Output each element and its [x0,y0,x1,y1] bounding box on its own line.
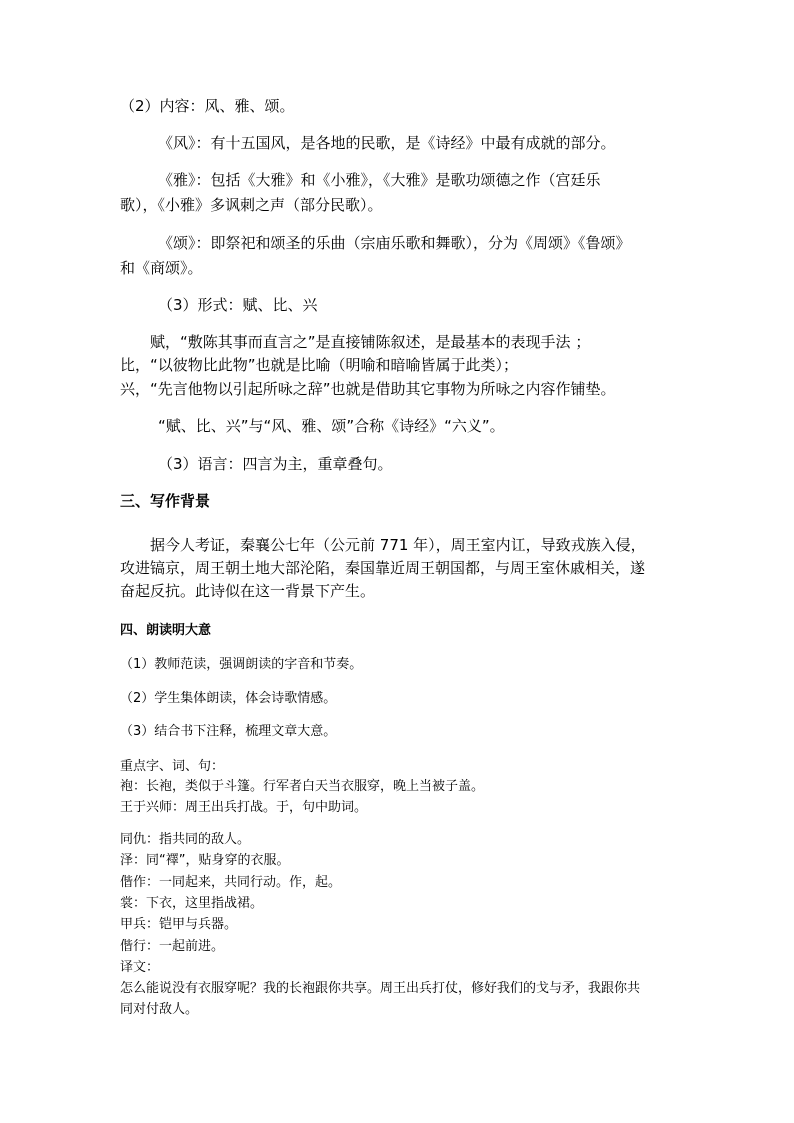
six-meanings: “赋、比、兴”与“风、雅、颂”合称《诗经》“六义”。 [158,417,505,435]
form-bi: 比，“以彼物比此物”也就是比喻（明喻和暗喻皆属于此类）； [120,356,519,374]
glossary-jiabing: 甲兵：铠甲与兵器。 [120,917,238,932]
background-line-3: 奋起反抗。此诗似在这一背景下产生。 [120,582,376,600]
glossary-pao: 袍：长袍，类似于斗篷。行军者白天当衣服穿，晚上当被子盖。 [120,779,485,794]
background-heading: 三、写作背景 [120,492,211,510]
section-content-title: （2）内容：风、雅、颂。 [120,97,295,115]
ya-paragraph-line-1: 《雅》：包括《大雅》和《小雅》，《大雅》是歌功颂德之作（宫廷乐 [158,171,601,189]
reading-step-3: （3）结合书下注释，梳理文章大意。 [120,724,337,739]
reading-step-2: （2）学生集体朗读，体会诗歌情感。 [120,691,337,706]
language-title: （3）语言：四言为主，重章叠句。 [158,455,393,473]
translation-line-2: 同对付敌人。 [120,1002,199,1017]
translation-label: 译文： [120,960,160,975]
reading-heading: 四、朗读明大意 [120,623,212,638]
glossary-tongqiu: 同仇：指共同的敌人。 [120,832,251,847]
song-paragraph-line-2: 和《商颂》。 [120,259,203,277]
background-line-2: 攻进镐京，周王朝土地大部沦陷，秦国靠近周王朝国都，与周王室休戚相关，遂 [120,559,646,577]
translation-line-1: 怎么能说没有衣服穿呢？我的长袍跟你共享。周王出兵打仗，修好我们的戈与矛，我跟你共 [120,981,641,996]
song-paragraph-line-1: 《颂》：即祭祀和颂圣的乐曲（宗庙乐歌和舞歌），分为《周颂》《鲁颂》 [158,234,631,252]
form-xing: 兴，“先言他物以引起所咏之辞”也就是借助其它事物为所咏之内容作铺垫。 [120,380,616,398]
form-fu: 赋，“敷陈其事而直言之”是直接铺陈叙述，是最基本的表现手法 ； [150,333,591,351]
ya-paragraph-line-2: 歌），《小雅》多讽刺之声（部分民歌）。 [120,196,383,214]
background-line-1: 据今人考证，秦襄公七年（公元前 771 年），周王室内讧，导致戎族入侵， [150,536,646,554]
feng-paragraph: 《风》：有十五国风，是各地的民歌，是《诗经》中最有成就的部分。 [158,134,616,152]
form-title: （3）形式：赋、比、兴 [158,296,318,314]
glossary-title: 重点字、词、句： [120,759,225,774]
glossary-xiexing: 偕行：一起前进。 [120,939,225,954]
glossary-xiezuo: 偕作：一同起来，共同行动。作，起。 [120,875,342,890]
glossary-chang: 裳：下衣，这里指战裙。 [120,896,264,911]
glossary-yu: 王于兴师：周王出兵打战。于，句中助词。 [120,800,368,815]
glossary-ze: 泽：同“襗”，贴身穿的衣服。 [120,853,290,868]
reading-step-1: （1）教师范读，强调朗读的字音和节奏。 [120,657,363,672]
